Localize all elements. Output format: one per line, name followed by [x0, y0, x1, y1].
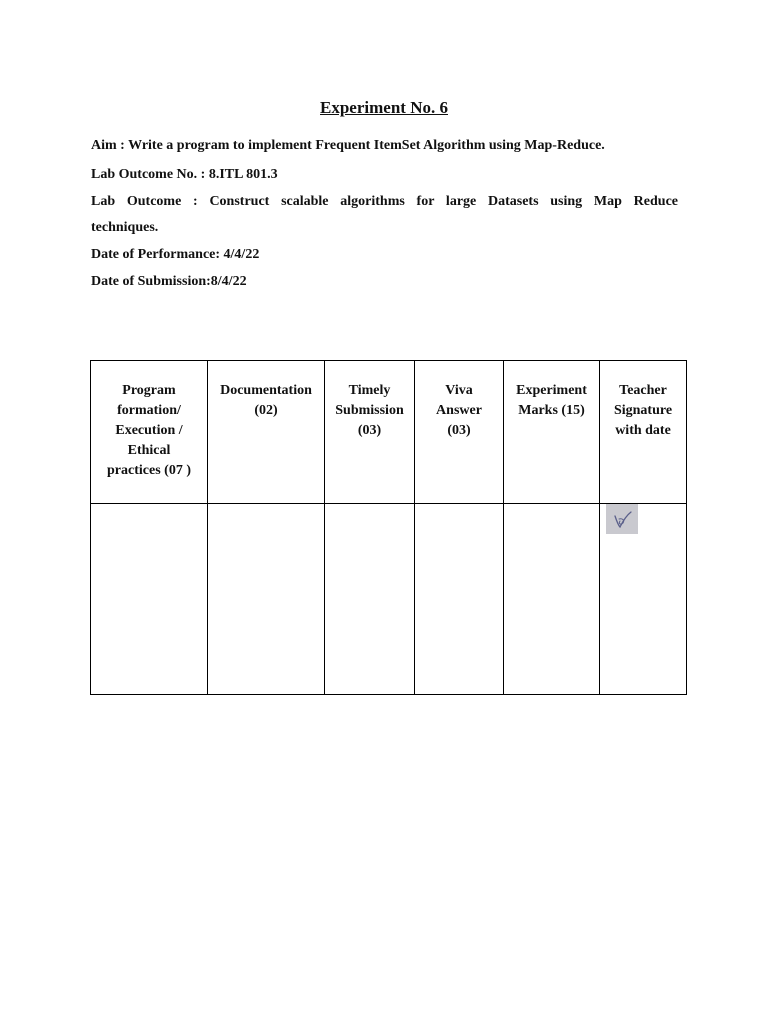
cell-viva-answer-value [415, 504, 504, 695]
header-teacher-signature-line-1: Teacher [619, 383, 667, 398]
header-program-formation-line-3: Execution / [115, 423, 183, 438]
date-of-submission: Date of Submission:8/4/22 [91, 274, 247, 289]
header-teacher-signature-line-3: with date [615, 423, 671, 438]
header-documentation [208, 361, 325, 504]
header-program-formation-line-4: Ethical [127, 443, 171, 458]
cell-experiment-marks-value [504, 504, 600, 695]
header-documentation-line-1: Documentation [220, 383, 312, 398]
page-title: Experiment No. 6 [320, 98, 448, 117]
lab-outcome-line-1: Lab Outcome : Construct scalable algorithms for large Datasets using Map Reduce [91, 194, 678, 209]
cell-documentation-value [208, 504, 325, 695]
marks-table [90, 360, 687, 695]
lab-outcome-number: Lab Outcome No. : 8.ITL 801.3 [91, 167, 278, 182]
header-program-formation-line-2: formation/ [117, 403, 181, 418]
teacher-signature-mark [606, 504, 638, 534]
cell-timely-submission-value [325, 504, 415, 695]
header-viva-answer-line-2: Answer [436, 403, 482, 418]
header-experiment-marks-line-1: Experiment [516, 383, 587, 398]
lab-outcome [91, 189, 678, 241]
header-viva-answer-line-1: Viva [445, 383, 473, 398]
header-program-formation-line-5: practices (07 ) [107, 463, 191, 478]
signature-scribble-icon [606, 504, 638, 534]
lab-outcome-line-2: techniques. [91, 220, 159, 235]
cell-teacher-signature-value [600, 504, 687, 695]
header-teacher-signature [600, 361, 687, 504]
marks-table-value-row [91, 504, 687, 695]
header-timely-submission [325, 361, 415, 504]
header-program-formation-line-1: Program [122, 383, 176, 398]
header-timely-submission-line-3: (03) [357, 423, 382, 438]
header-viva-answer-line-3: (03) [447, 423, 471, 438]
header-program-formation [91, 361, 208, 504]
header-documentation-line-2: (02) [254, 403, 278, 418]
header-timely-submission-line-1: Timely [348, 383, 391, 398]
aim-line: Aim : Write a program to implement Frequent ItemSet Algorithm using Map-Reduce. [91, 138, 605, 153]
date-of-performance: Date of Performance: 4/4/22 [91, 247, 260, 262]
header-timely-submission-line-2: Submission [335, 403, 404, 418]
cell-program-formation-value [91, 504, 208, 695]
marks-table-header-row [91, 361, 687, 504]
header-experiment-marks [504, 361, 600, 504]
header-experiment-marks-line-2: Marks (15) [518, 403, 585, 418]
header-viva-answer [415, 361, 504, 504]
header-teacher-signature-line-2: Signature [613, 403, 673, 418]
